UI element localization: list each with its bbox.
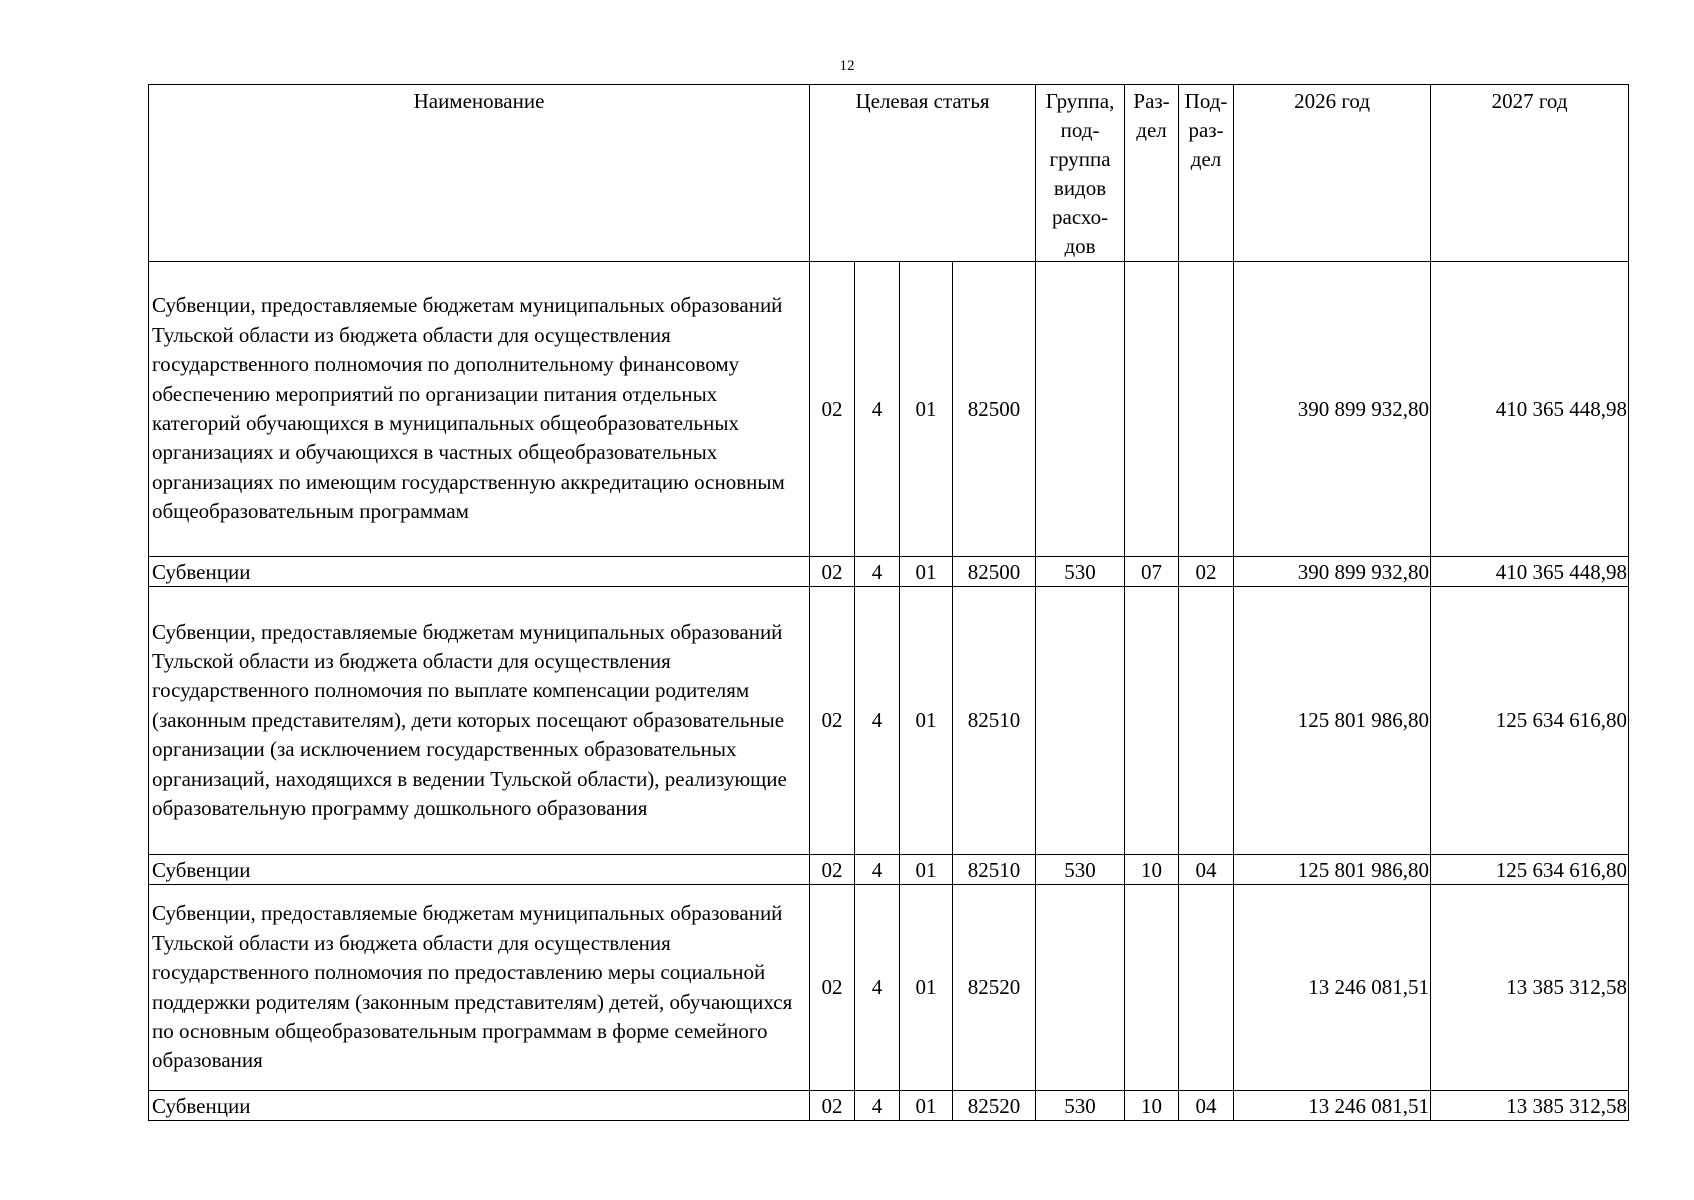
row-code-subprogram: 01 [900, 587, 953, 855]
header-target-article: Целевая статья [810, 85, 1036, 262]
row-code-direction: 82520 [953, 1091, 1036, 1121]
row-name: Субвенции [149, 557, 810, 587]
table-header-row [149, 85, 1629, 262]
row-code-program: 02 [810, 557, 855, 587]
row-code-program: 02 [810, 1091, 855, 1121]
row-amount-2026: 13 246 081,51 [1234, 885, 1431, 1091]
row-code-type: 4 [855, 885, 900, 1091]
row-subsection: 02 [1179, 557, 1234, 587]
row-code-subprogram: 01 [900, 557, 953, 587]
row-name: Субвенции [149, 855, 810, 885]
row-amount-2026: 125 801 986,80 [1234, 587, 1431, 855]
row-section: 10 [1125, 1091, 1179, 1121]
row-expense-group [1036, 262, 1125, 557]
row-code-subprogram: 01 [900, 1091, 953, 1121]
row-section [1125, 587, 1179, 855]
row-amount-2027: 13 385 312,58 [1431, 1091, 1629, 1121]
row-expense-group: 530 [1036, 1091, 1125, 1121]
row-subsection: 04 [1179, 1091, 1234, 1121]
row-code-program: 02 [810, 587, 855, 855]
row-section [1125, 885, 1179, 1091]
table-row [149, 1091, 1629, 1121]
row-amount-2027: 410 365 448,98 [1431, 262, 1629, 557]
row-amount-2026: 390 899 932,80 [1234, 262, 1431, 557]
header-subsection: Под- раз- дел [1179, 85, 1234, 262]
row-amount-2026: 390 899 932,80 [1234, 557, 1431, 587]
row-code-subprogram: 01 [900, 885, 953, 1091]
table-row [149, 587, 1629, 855]
header-expense-group: Группа, под- группа видов расхо- дов [1036, 85, 1125, 262]
table-row [149, 855, 1629, 885]
row-code-subprogram: 01 [900, 855, 953, 885]
row-code-direction: 82500 [953, 557, 1036, 587]
row-amount-2027: 125 634 616,80 [1431, 855, 1629, 885]
row-name: Субвенции, предоставляемые бюджетам муниципальных образований Тульской области из бюджета области для осуществления государственного полномочия по предоставлению меры социальной поддержки родителям (законным представителям) детей, обучающихся по основным общеобразовательным программам в форме семейного образования [149, 885, 810, 1091]
table-row [149, 557, 1629, 587]
row-code-program: 02 [810, 262, 855, 557]
row-name: Субвенции, предоставляемые бюджетам муниципальных образований Тульской области из бюджета области для осуществления государственного полномочия по выплате компенсации родителям (законным представителям), дети которых посещают образовательные организации (за исключением государственных образовательных организаций, находящихся в ведении Тульской области), реализующие образовательную программу дошкольного образования [149, 587, 810, 855]
row-code-subprogram: 01 [900, 262, 953, 557]
row-code-direction: 82510 [953, 855, 1036, 885]
row-amount-2027: 13 385 312,58 [1431, 885, 1629, 1091]
header-year-2026: 2026 год [1234, 85, 1431, 262]
row-section: 07 [1125, 557, 1179, 587]
table-row [149, 885, 1629, 1091]
row-amount-2027: 125 634 616,80 [1431, 587, 1629, 855]
row-section: 10 [1125, 855, 1179, 885]
row-amount-2026: 125 801 986,80 [1234, 855, 1431, 885]
header-section: Раз- дел [1125, 85, 1179, 262]
row-code-direction: 82520 [953, 885, 1036, 1091]
page-number: 12 [839, 58, 855, 74]
budget-table [148, 84, 1629, 1121]
row-code-direction: 82510 [953, 587, 1036, 855]
row-code-direction: 82500 [953, 262, 1036, 557]
header-year-2027: 2027 год [1431, 85, 1629, 262]
row-expense-group: 530 [1036, 855, 1125, 885]
row-code-type: 4 [855, 557, 900, 587]
row-subsection: 04 [1179, 855, 1234, 885]
row-amount-2027: 410 365 448,98 [1431, 557, 1629, 587]
table-row [149, 262, 1629, 557]
row-expense-group [1036, 587, 1125, 855]
header-name: Наименование [149, 85, 810, 262]
row-subsection [1179, 587, 1234, 855]
row-name: Субвенции [149, 1091, 810, 1121]
row-section [1125, 262, 1179, 557]
row-name: Субвенции, предоставляемые бюджетам муниципальных образований Тульской области из бюджета области для осуществления государственного полномочия по дополнительному финансовому обеспечению мероприятий по организации питания отдельных категорий обучающихся в муниципальных общеобразовательных организациях и обучающихся в частных общеобразовательных организациях по имеющим государственную аккредитацию основным общеобразовательным программам [149, 262, 810, 557]
row-code-program: 02 [810, 855, 855, 885]
row-subsection [1179, 885, 1234, 1091]
row-code-program: 02 [810, 885, 855, 1091]
row-subsection [1179, 262, 1234, 557]
row-expense-group [1036, 885, 1125, 1091]
row-code-type: 4 [855, 587, 900, 855]
row-expense-group: 530 [1036, 557, 1125, 587]
row-code-type: 4 [855, 262, 900, 557]
row-amount-2026: 13 246 081,51 [1234, 1091, 1431, 1121]
row-code-type: 4 [855, 1091, 900, 1121]
row-code-type: 4 [855, 855, 900, 885]
